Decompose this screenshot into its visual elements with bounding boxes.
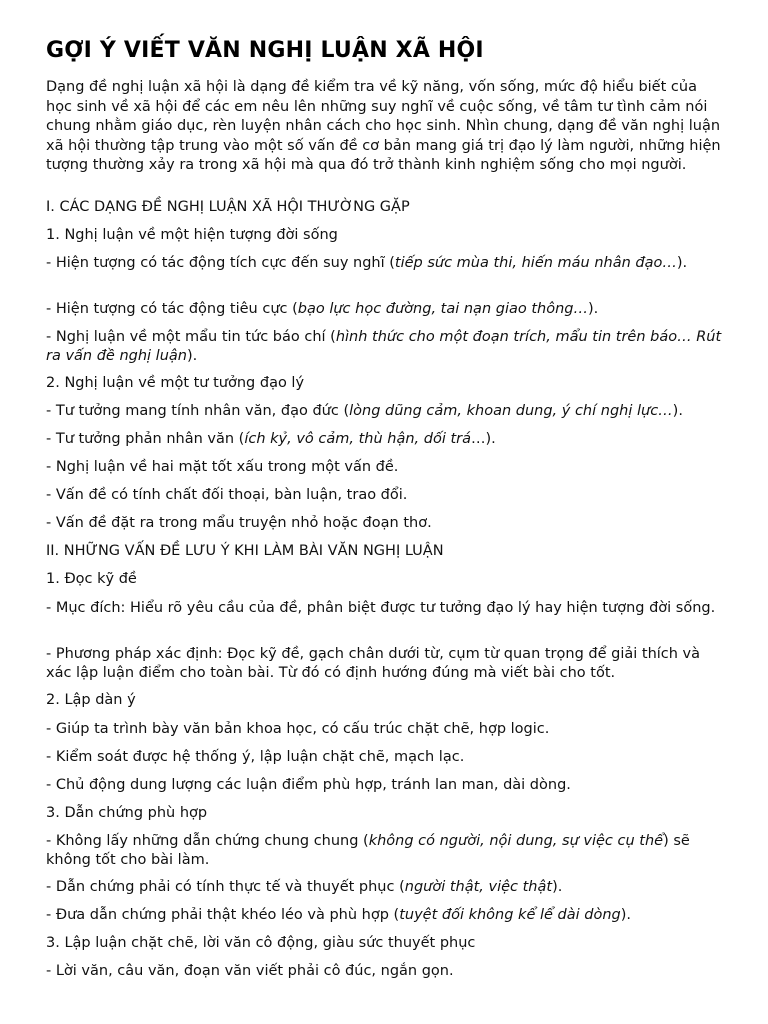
list-item: - Không lấy những dẫn chứng chung chung (không có người, nội dung, sự việc cụ thể) sẽ không tốt cho bài làm.: [46, 833, 690, 868]
section-heading-2: II. NHỮNG VẤN ĐỀ LƯU Ý KHI LÀM BÀI VĂN NGHỊ LUẬN: [46, 543, 444, 559]
list-item: - Kiểm soát được hệ thống ý, lập luận chặt chẽ, mạch lạc.: [46, 749, 465, 765]
list-item: - Vấn đề đặt ra trong mẩu truyện nhỏ hoặc đoạn thơ.: [46, 515, 432, 531]
subheading-2-4: 3. Lập luận chặt chẽ, lời văn cô động, giàu sức thuyết phục: [46, 935, 476, 951]
section-heading-1: I. CÁC DẠNG ĐỀ NGHỊ LUẬN XÃ HỘI THƯỜNG GẶP: [46, 199, 410, 215]
list-item: - Tư tưởng mang tính nhân văn, đạo đức (lòng dũng cảm, khoan dung, ý chí nghị lực…).: [46, 403, 683, 419]
document-title: GỢI Ý VIẾT VĂN NGHỊ LUẬN XÃ HỘI: [46, 38, 484, 63]
subheading-2-3: 3. Dẫn chứng phù hợp: [46, 805, 208, 821]
list-item: - Vấn đề có tính chất đối thoại, bàn luận, trao đổi.: [46, 487, 408, 503]
intro-paragraph: Dạng đề nghị luận xã hội là dạng đề kiểm tra về kỹ năng, vốn sống, mức độ hiểu biết của học sinh về xã hội để các em nêu lên những suy nghĩ về cuộc sống, về tâm tư tình cảm nói chung nhằm giáo dục, rèn luyện nhân cách cho học sinh. Nhìn chung, dạng đề văn nghị luận xã hội thường tập trung vào một số vấn đề cơ bản mang giá trị đạo lý làm người, những hiện tượng thường xảy ra trong xã hội mà qua đó trở thành kinh nghiệm sống cho mọi người.: [46, 79, 721, 173]
subheading-2-1: 1. Đọc kỹ đề: [46, 571, 137, 587]
list-item: - Phương pháp xác định: Đọc kỹ đề, gạch chân dưới từ, cụm từ quan trọng để giải thích và xác lập luận điểm cho toàn bài. Từ đó có định hướng đúng mà viết bài cho tốt.: [46, 646, 701, 681]
list-item: - Tư tưởng phản nhân văn (ích kỷ, vô cảm, thù hận, dối trá…).: [46, 431, 496, 447]
list-item: - Hiện tượng có tác động tiêu cực (bạo lực học đường, tai nạn giao thông…).: [46, 301, 599, 317]
list-item: - Nghị luận về hai mặt tốt xấu trong một vấn đề.: [46, 459, 399, 475]
subheading-1-2: 2. Nghị luận về một tư tưởng đạo lý: [46, 375, 305, 391]
list-item: - Đưa dẫn chứng phải thật khéo léo và phù hợp (tuyệt đối không kể lể dài dòng).: [46, 907, 632, 923]
list-item: - Hiện tượng có tác động tích cực đến suy nghĩ (tiếp sức mùa thi, hiến máu nhân đạo…).: [46, 255, 688, 271]
list-item: - Nghị luận về một mẩu tin tức báo chí (hình thức cho một đoạn trích, mẩu tin trên báo… Rút ra vấn đề nghị luận).: [46, 329, 722, 364]
list-item: - Mục đích: Hiểu rõ yêu cầu của đề, phân biệt được tư tưởng đạo lý hay hiện tượng đời sống.: [46, 600, 716, 616]
list-item: - Dẫn chứng phải có tính thực tế và thuyết phục (người thật, việc thật).: [46, 879, 563, 895]
list-item: - Chủ động dung lượng các luận điểm phù hợp, tránh lan man, dài dòng.: [46, 777, 571, 793]
subheading-2-2: 2. Lập dàn ý: [46, 692, 136, 708]
subheading-1-1: 1. Nghị luận về một hiện tượng đời sống: [46, 227, 338, 243]
list-item: - Lời văn, câu văn, đoạn văn viết phải cô đúc, ngắn gọn.: [46, 963, 454, 979]
list-item: - Giúp ta trình bày văn bản khoa học, có cấu trúc chặt chẽ, hợp logic.: [46, 721, 550, 737]
